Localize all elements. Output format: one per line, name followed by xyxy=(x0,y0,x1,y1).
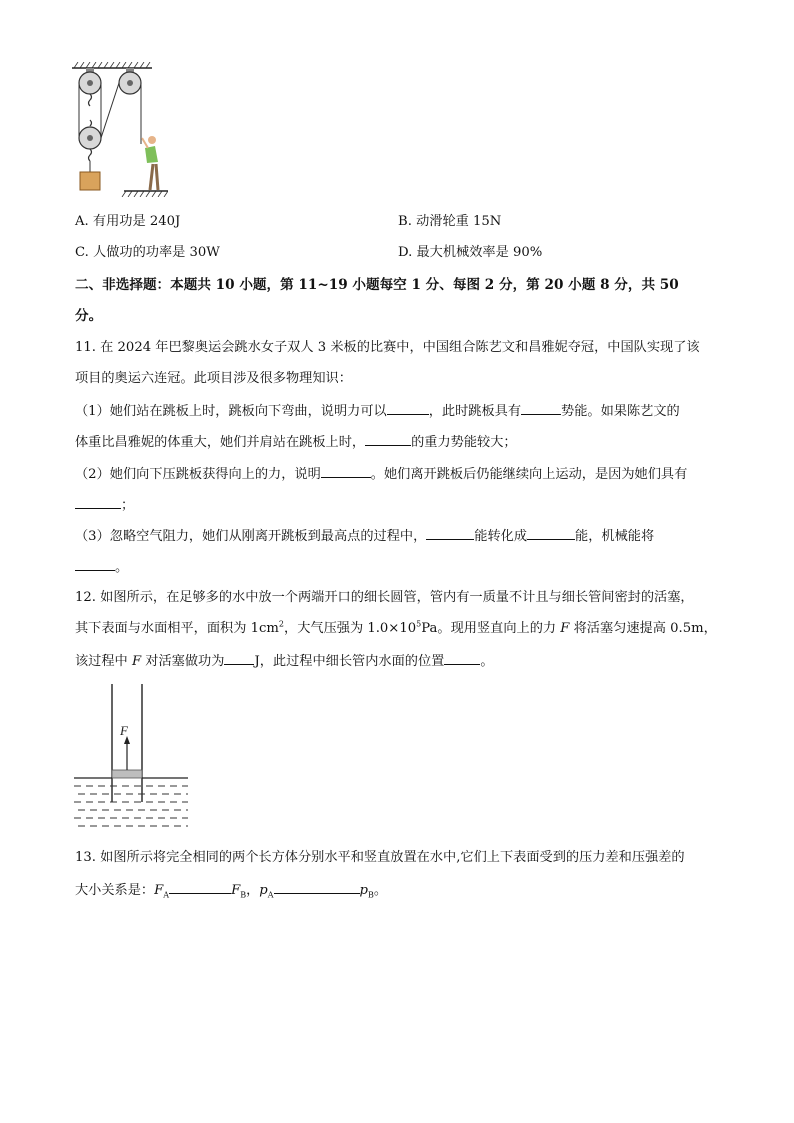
q12-l3-text-c: J，此过程中细长管内水面的位置 xyxy=(254,654,445,669)
q11-blank-7[interactable] xyxy=(527,525,575,540)
q13-blank-2[interactable] xyxy=(274,879,360,894)
q12-l3-text-b: 对活塞做功为 xyxy=(141,654,225,669)
q11-l3-text-b: ，此时跳板具有 xyxy=(428,404,522,419)
q13-fb-symbol: F xyxy=(231,883,241,898)
option-d: D. 最大机械效率是 90% xyxy=(398,245,543,260)
q11-line5 xyxy=(75,463,687,485)
q11-l7-text-b: 能转化成 xyxy=(474,529,528,544)
q11-line4 xyxy=(75,431,517,453)
q13-pb-subscript: B xyxy=(367,890,374,900)
q11-l3-text-a: （1）她们站在跳板上时，跳板向下弯曲，说明力可以 xyxy=(75,404,387,419)
q11-blank-2[interactable] xyxy=(521,400,561,415)
q13-pa-symbol: p xyxy=(259,883,268,898)
q11-l6-text: ； xyxy=(121,498,135,513)
option-c: C. 人做功的功率是 30W xyxy=(75,245,220,260)
section-heading-line1: 二、非选择题：本题共 10 小题，第 11~19 小题每空 1 分、每图 2 分，第 20 小题 8 分，共 50 xyxy=(75,277,679,293)
q12-l3-text-d: 。 xyxy=(480,654,494,669)
q11-line2: 项目的奥运六连冠。此项目涉及很多物理知识： xyxy=(75,371,352,386)
q13-comma: ， xyxy=(246,883,260,898)
q13-line2 xyxy=(75,879,387,901)
q11-l8-text: 。 xyxy=(115,560,129,575)
q11-blank-8[interactable] xyxy=(75,556,115,571)
q12-l2-text-c: Pa。现用竖直向上的力 xyxy=(421,621,561,636)
q13-end: 。 xyxy=(373,883,388,898)
q11-line3 xyxy=(75,400,680,422)
q13-fb-subscript: B xyxy=(240,890,247,900)
q13-l2-text-a: 大小关系是： xyxy=(75,883,155,898)
option-b: B. 动滑轮重 15N xyxy=(398,214,502,229)
q11-l5-text-a: （2）她们向下压跳板获得向上的力，说明 xyxy=(75,467,321,482)
q12-area-exponent: 2 xyxy=(278,619,285,629)
q11-l7-text-a: （3）忽略空气阻力，她们从刚离开跳板到最高点的过程中， xyxy=(75,529,427,544)
q12-line2 xyxy=(75,619,717,639)
q12-line1: 12. 如图所示，在足够多的水中放一个两端开口的细长圆管，管内有一质量不计且与细长管间密封的活塞， xyxy=(75,590,694,605)
q11-line1: 11. 在 2024 年巴黎奥运会跳水女子双人 3 米板的比赛中，中国组合陈艺文和昌雅妮夺冠，中国队实现了该 xyxy=(75,340,700,355)
q11-blank-5[interactable] xyxy=(75,494,121,509)
q11-l4-text-b: 的重力势能较大； xyxy=(411,435,517,450)
section-heading-line2: 分。 xyxy=(75,308,103,324)
q13-pa-subscript: A xyxy=(267,890,274,900)
pulley-figure xyxy=(68,62,168,197)
q11-blank-1[interactable] xyxy=(387,400,429,415)
q13-blank-1[interactable] xyxy=(169,879,231,894)
q12-l2-text-d: 将活塞匀速提高 0.5m， xyxy=(569,621,717,636)
q11-blank-3[interactable] xyxy=(365,431,411,446)
q11-l7-text-c: 能，机械能将 xyxy=(575,529,655,544)
q12-blank-2[interactable] xyxy=(444,650,480,665)
q11-line6 xyxy=(75,494,134,516)
q11-line7 xyxy=(75,525,654,547)
figure-force-label: F xyxy=(120,723,128,738)
q11-l5-text-b: 。她们离开跳板后仍能继续向上运动，是因为她们具有 xyxy=(370,467,688,482)
q11-l4-text-a: 体重比昌雅妮的体重大，她们并肩站在跳板上时， xyxy=(75,435,366,450)
q13-fa-symbol: F xyxy=(154,883,164,898)
q12-force-symbol: F xyxy=(560,621,570,636)
q11-line8 xyxy=(75,556,128,578)
q13-fa-subscript: A xyxy=(163,890,170,900)
q13-pb-symbol: p xyxy=(359,883,368,898)
q12-line3 xyxy=(75,650,494,672)
q12-l2-text-b: ，大气压强为 1.0×10 xyxy=(284,621,417,636)
q13-line1: 13. 如图所示将完全相同的两个长方体分别水平和竖直放置在水中,它们上下表面受到的压力差和压强差的 xyxy=(75,850,685,865)
q12-l2-text-a: 其下表面与水面相平，面积为 1cm xyxy=(75,621,279,636)
option-a: A. 有用功是 240J xyxy=(75,214,181,229)
q12-l3-force-symbol: F xyxy=(131,654,142,669)
tube-figure xyxy=(72,682,190,832)
q11-blank-6[interactable] xyxy=(426,525,474,540)
q12-pressure-exponent: 5 xyxy=(416,619,422,629)
q12-l3-text-a: 该过程中 xyxy=(75,654,132,669)
q11-l3-text-c: 势能。如果陈艺文的 xyxy=(561,404,680,419)
q11-blank-4[interactable] xyxy=(321,463,371,478)
q12-blank-1[interactable] xyxy=(224,650,254,665)
